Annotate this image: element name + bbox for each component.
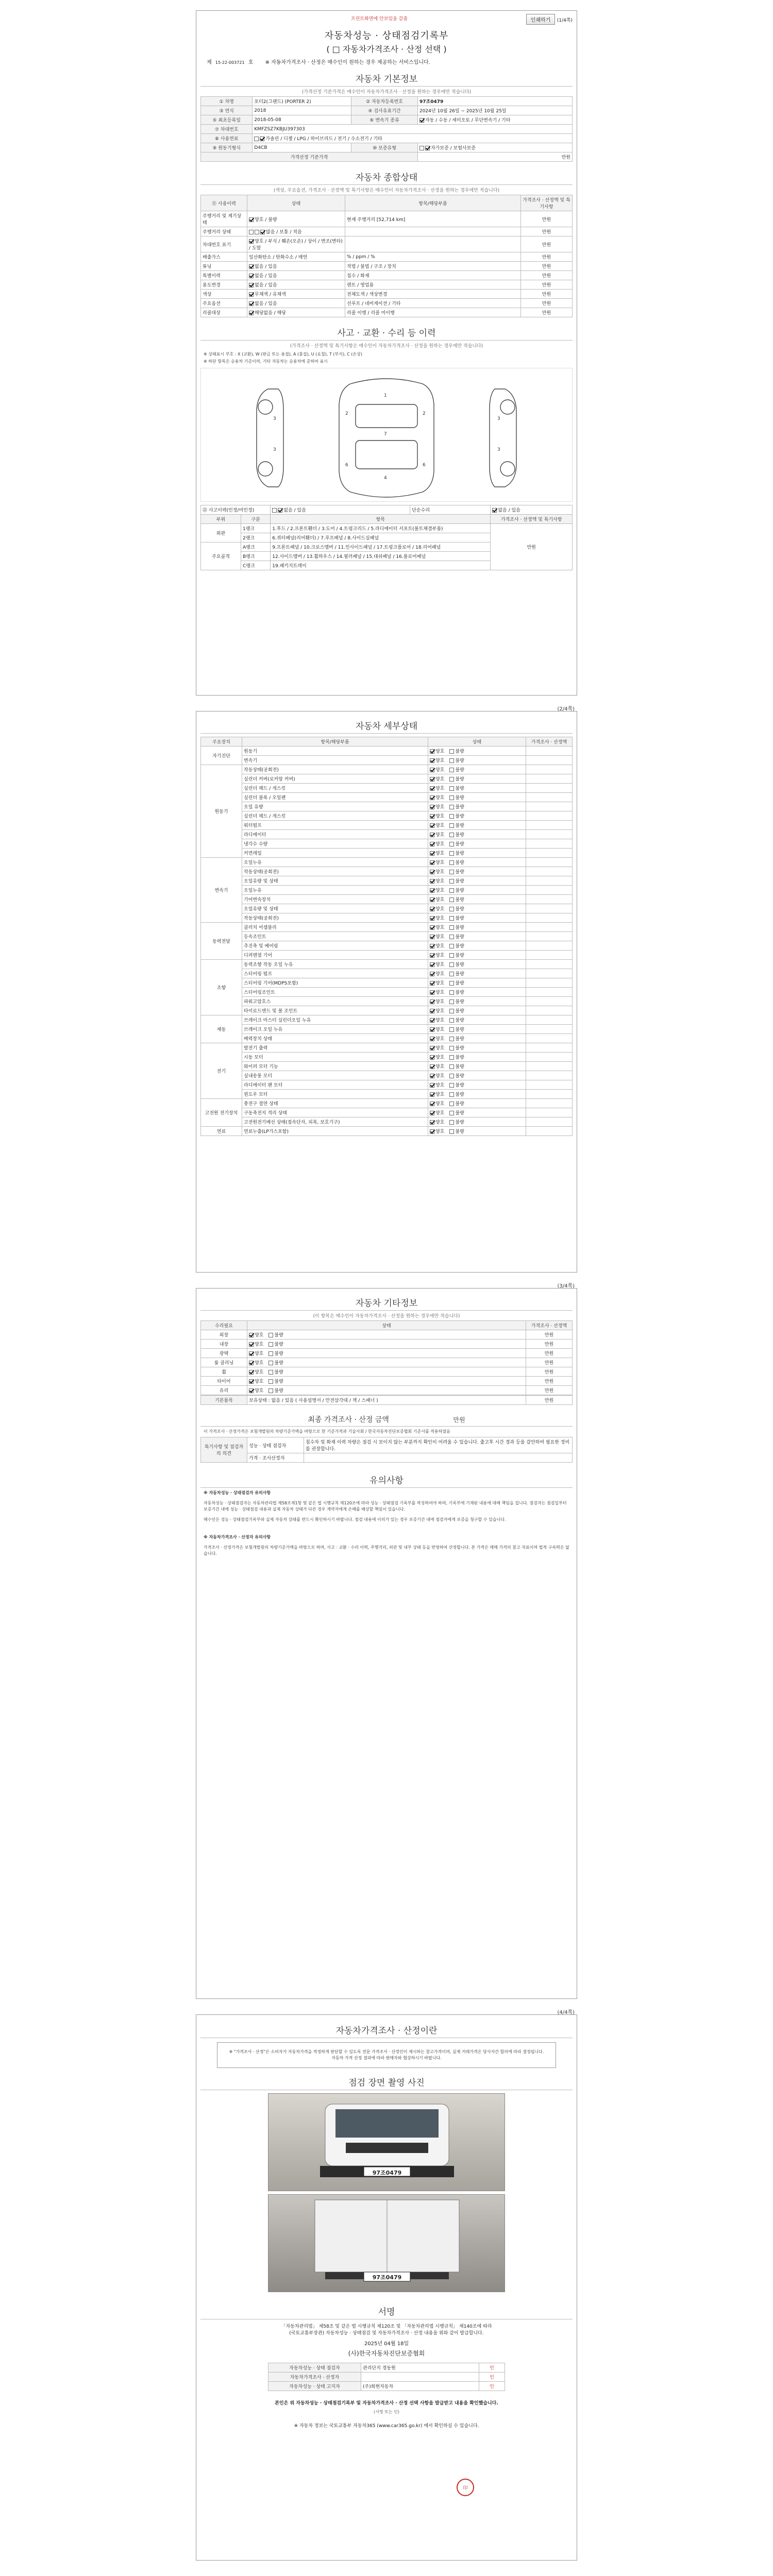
table-row: 실린더 블록 / 오일팬 양호 불량 <box>201 793 573 802</box>
car-outline-icon <box>201 368 573 501</box>
table-row: 주행거리 상태 많음 / 보통 / 적음 만원 <box>201 227 573 236</box>
checkbox-good <box>430 1037 434 1041</box>
table-row: 실린더 헤드 / 개스킷 양호 불량 <box>201 784 573 793</box>
table-row: 원동기 작동상태(공회전) 양호 불량 <box>201 765 573 774</box>
page-4 <box>196 2010 577 2561</box>
table-row: ⑨ 원동기형식 D4CB ⑩ 보증유형 자가보증 / 보험사보증 <box>201 143 573 152</box>
table-row: 전기 발전기 출력 양호 불량 <box>201 1043 573 1053</box>
page-label: (3/4쪽) <box>557 1283 575 1289</box>
svg-text:2: 2 <box>345 411 348 416</box>
table-row: 오일유량 및 상태 양호 불량 <box>201 876 573 886</box>
table-row: 연료 연료누출(LP가스포함) 양호 불량 <box>201 1127 573 1136</box>
checkbox-good <box>430 1027 434 1032</box>
caution-title: 유의사항 <box>200 1470 573 1488</box>
checkbox-good <box>430 935 434 939</box>
table-row: 윈도우 모터 양호 불량 <box>201 1090 573 1099</box>
checkbox-good <box>430 758 434 763</box>
sign-org: (사)한국자동차진단보증협회 <box>348 2350 425 2357</box>
checkbox-good <box>430 860 434 865</box>
etc-title: 자동차 기타정보 <box>200 1293 573 1311</box>
table-row: 특별이력 없음 / 있음 침수 / 화재 만원 <box>201 271 573 280</box>
status-title: 자동차 종합상태 <box>200 167 573 185</box>
table-row: 커먼레일 양호 불량 <box>201 849 573 858</box>
table-row: 브레이크 오일 누유 양호 불량 <box>201 1025 573 1034</box>
table-row: C랭크 19.패키지트레이 <box>201 561 573 570</box>
page-label: (1/4쪽) <box>557 18 573 23</box>
table-row: 2랭크 6.쿼터패널(리어휀더) / 7.루프패널 / 8.사이드실패널 <box>201 533 573 543</box>
price-info-box: ※ "가격조사 · 산정"은 소비자가 자동차가격을 적정하게 판단할 수 있도록 전문 가격조사 · 산정인이 제시하는 참고가격이며, 실제 거래가격은 당사자간 합의에 따라 결정됩니다. 자동차 가격 산정 결과에 따라 판매자와 협상하시기 바랍니다. <box>217 2042 556 2068</box>
etc-table: 수리필요 상태 가격조사 · 산정액 외장 양호 불량 만원 내장 양호 불량 만원 광택 양호 불량 만원 룸 클리닝 양호 불량 만원 휠 양호 불량 만원 타이어 양호 불량 만원 유리 양호 불량 만원 <box>200 1320 573 1395</box>
table-row: 가격산정 기준가격 만원 <box>201 152 573 162</box>
checkbox-good <box>430 990 434 995</box>
svg-text:1: 1 <box>384 393 387 398</box>
checkbox-good <box>430 805 434 809</box>
checkbox-good <box>430 1055 434 1060</box>
table-row: 기어변속장치 양호 불량 <box>201 895 573 904</box>
svg-text:6: 6 <box>345 463 348 468</box>
page-1 <box>196 10 577 696</box>
table-row: 오일유량 및 상태 양호 불량 <box>201 904 573 913</box>
final-price-note: 이 가격조사 · 산정가격은 보험개발원의 차량기준가액을 바탕으로 한 기준가격과 기술사회 / 한국자동차진단보증협회 기준서를 적용하였음 <box>204 1429 450 1434</box>
table-row: 동력전달 클러치 어셈블리 양호 불량 <box>201 923 573 932</box>
page-2 <box>196 706 577 1273</box>
table-row: 워터펌프 양호 불량 <box>201 821 573 830</box>
accident-sub: (가격조사 · 산정액 및 특기사항은 매수인이 자동차가격조사 · 산정을 원하는 경우에만 적습니다) <box>290 344 483 349</box>
final-price-unit: 만원 <box>453 1416 465 1423</box>
checkbox-good <box>430 814 434 819</box>
svg-text:7: 7 <box>384 432 387 437</box>
table-row: ③ 연식 2018 ④ 검사유효기간 2024년 10월 26일 ~ 2025년 10월 25일 <box>201 106 573 115</box>
table-row: 고전원전기배선 상태(접속단자, 피복, 보호기구) 양호 불량 <box>201 1117 573 1127</box>
checkbox-good <box>430 1018 434 1023</box>
print-button[interactable]: 인쇄하기 <box>526 14 556 25</box>
table-row: 파워고압호스 양호 불량 <box>201 997 573 1006</box>
table-row: 실린더 헤드 / 개스킷 양호 불량 <box>201 811 573 821</box>
table-row: 조향 동력조향 작동 오일 누유 양호 불량 <box>201 960 573 969</box>
table-row: 내장 양호 불량 만원 <box>201 1340 573 1349</box>
table-row: 자동차성능 · 상태 점검자 관리단지 경동원 인 <box>268 2363 505 2372</box>
table-row: 외판 1랭크 1.후드 / 2.프론트휀더 / 3.도어 / 4.트렁크리드 / 5.라디에이터 서포트(볼트체결부품) 만원 <box>201 524 573 533</box>
table-row: 휠 양호 불량 만원 <box>201 1367 573 1377</box>
table-row: 등속조인트 양호 불량 <box>201 932 573 941</box>
checkbox-good <box>430 842 434 846</box>
table-row: 자동차성능 · 상태 고지자 (주)회현자동차 인 <box>268 2382 505 2391</box>
status-sub: (색상, 주요옵션, 가격조사 · 산정액 및 특기사항은 매수인이 자동차가격조사 · 산정을 원하는 경우에만 적습니다) <box>273 188 500 193</box>
accident-legend: ※ 상태표시 부호 : X (교환), W (판금 또는 용접), A (흠집), U (요철), T (부식), C (손상) <box>204 352 363 357</box>
table-row: 주요골격 A랭크 9.프론트패널 / 10.크로스멤버 / 11.인사이드패널 / 17.트렁크플로어 / 18.리어패널 <box>201 543 573 552</box>
checkbox-good <box>430 925 434 930</box>
checkbox-good <box>430 916 434 921</box>
table-row: 스티어링 기어(MDPS포함) 양호 불량 <box>201 978 573 988</box>
checkbox-good <box>430 851 434 856</box>
front-plate: 97조0479 <box>372 2170 402 2176</box>
checkbox-good <box>430 833 434 837</box>
rear-plate: 97조0479 <box>372 2274 402 2281</box>
table-row: 자동차가격조사 · 산정자 인 <box>268 2372 505 2382</box>
checkbox-good <box>430 1064 434 1069</box>
table-row: 작동상태(공회전) 양호 불량 <box>201 913 573 923</box>
checkbox-good <box>430 1129 434 1134</box>
table-row: 라디에이터 팬 모터 양호 불량 <box>201 1080 573 1090</box>
basic-info-sub: (가격산정 기준가격은 매수인이 자동차가격조사 · 산정을 원하는 경우에만 적습니다) <box>301 90 472 95</box>
checkbox-good <box>430 999 434 1004</box>
checkbox-good <box>430 870 434 874</box>
print-notice: 프린트화면에 안보임을 감춤 <box>351 16 408 22</box>
checkbox-good <box>430 1009 434 1013</box>
sign-title: 서명 <box>200 2301 573 2319</box>
table-row: ⑧ 사용연료 가솔린 / 디젤 / LPG / 하이브리드 / 전기 / 수소전기 / 기타 <box>201 134 573 143</box>
basic-info-table <box>200 96 573 162</box>
checkbox-auto <box>419 118 424 123</box>
toolbar <box>524 14 573 25</box>
detail-table: 주요장치 항목/해당부품 상태 가격조사 · 산정액 자기진단 원동기 양호 불량 변속기 양호 불량 원동기 작동상태(공회전) 양호 불량 실린더 커버(로커암 커버) 양호 불량 실린더 헤드 / 개스킷 양호 불량 실린더 블록 / 오일팬 양호 불량 오일 유량 양호 불량 실린더 헤드 / 개스킷 양호 불량 워터펌프 양호 불량 라디에이터 양호 불량 냉각수 수량 양호 불량 커먼레일 양호 불량 변속기 오일누유 양호 불량 작동상태(공회전) 양호 불량 오일유량 및 상태 양호 불량 오일누유 양호 불량 기어변속장치 양호 불량 오일유량 및 상태 양호 불량 작동상태(공회전) 양호 불량 동력전달 클러치 어셈블리 양호 불량 등속조인트 양호 불량 추진축 및 베어링 양호 불량 디퍼렌셜 기어 양호 불량 조향 동력조향 작동 오일 누유 양호 불량 스티어링 펌프 양호 불량 스티어링 기어(MDPS포함) 양호 불량 스티어링조인트 양호 불량 파워고압호스 양호 불량 타이로드엔드 및 볼 조인트 양호 불량 제동 브레이크 마스터 실린더오일 누유 양호 불량 브레이크 오일 누유 양호 불량 배력장치 상태 양호 불량 전기 발전기 출력 양호 불량 시동 모터 양호 불량 와이퍼 모터 기능 양호 불량 실내송풍 모터 양호 불량 라디에이터 팬 모터 양호 불량 윈도우 모터 양호 불량 고전원 전기장치 충전구 절연 상태 양호 불량 구동축전지 격리 상태 양호 불량 고전원전기배선 상태(접속단자, 피복, 보호기구) 양호 불량 연료 연료누출(LP가스포함) 양호 불량 <box>200 737 573 1136</box>
checkbox-good <box>430 962 434 967</box>
table-row: ⑦ 차대번호 KMFZSZ7KBJU397303 <box>201 125 573 134</box>
sign-table <box>268 2363 505 2391</box>
service-warning: ※ 자동차가격조사 · 산정은 매수인이 원하는 경우 제공하는 서비스입니다. <box>265 60 430 65</box>
front-photo <box>268 2093 505 2191</box>
checkbox-good <box>430 1120 434 1125</box>
checkbox-good <box>430 1083 434 1088</box>
table-row: 라디에이터 양호 불량 <box>201 830 573 839</box>
checkbox-good <box>430 777 434 782</box>
document-title: 자동차성능 · 상태점검기록부 <box>324 30 449 41</box>
table-row: 변속기 양호 불량 <box>201 756 573 765</box>
receiver-sign: (서명 또는 인) <box>374 2410 399 2414</box>
document-subtitle: ( □ 자동차가격조사 · 산정 선택 ) <box>326 44 447 54</box>
table-row: 리콜대상 해당없음 / 해당 리콜 이행 / 리콜 미이행 만원 <box>201 308 573 317</box>
table-row: 시동 모터 양호 불량 <box>201 1053 573 1062</box>
table-row: 외장 양호 불량 만원 <box>201 1330 573 1340</box>
page-label: (2/4쪽) <box>557 706 575 712</box>
table-row: 고전원 전기장치 충전구 절연 상태 양호 불량 <box>201 1099 573 1108</box>
checkbox-good <box>430 1046 434 1050</box>
table-row: 룸 클리닝 양호 불량 만원 <box>201 1358 573 1367</box>
price-info-title: 자동차가격조사 · 산정이란 <box>200 2020 573 2038</box>
table-row: ① 차명 포터2(그랜드) (PORTER 2) ② 자동차등록번호 97조0479 <box>201 97 573 106</box>
checkbox-good <box>430 897 434 902</box>
checkbox-good <box>430 944 434 948</box>
svg-text:3: 3 <box>273 447 276 452</box>
page-3 <box>196 1283 577 1999</box>
table-row: 와이퍼 모터 기능 양호 불량 <box>201 1062 573 1071</box>
table-row: 용도변경 없음 / 있음 렌트 / 영업용 만원 <box>201 280 573 290</box>
caution-3: 매수인은 성능 · 상태점검기록부와 실제 자동차 상태를 반드시 확인하시기 바랍니다. 점검 내용에 이의가 있는 경우 보증기간 내에 점검자에게 보증을 청구할 수 있습니다. <box>204 1517 506 1522</box>
table-row: 차대번호 표기 양호 / 부식 / 훼손(오손) / 상이 / 변조(변타) / 도말 만원 <box>201 236 573 252</box>
detail-title: 자동차 세부상태 <box>200 716 573 734</box>
table-row: 작동상태(공회전) 양호 불량 <box>201 867 573 876</box>
table-row: 타이로드엔드 및 볼 조인트 양호 불량 <box>201 1006 573 1015</box>
svg-text:6: 6 <box>423 463 426 468</box>
checkbox-good <box>430 786 434 791</box>
checkbox-good <box>430 953 434 958</box>
table-row: 구동축전지 격리 상태 양호 불량 <box>201 1108 573 1117</box>
checkbox-good <box>430 888 434 893</box>
checkbox-good <box>430 768 434 772</box>
checkbox-good <box>430 879 434 884</box>
table-row: B랭크 12.사이드멤버 / 13.휠하우스 / 14.필러패널 / 15.대쉬패널 / 16.플로어패널 <box>201 552 573 561</box>
checkbox-good <box>430 1111 434 1115</box>
checkbox-good <box>430 1074 434 1078</box>
final-price-title: 최종 가격조사 · 산정 금액 만원 <box>200 1411 573 1427</box>
table-row: 추진축 및 베어링 양호 불량 <box>201 941 573 951</box>
table-row: ⑤ 최초등록일 2018-05-08 ⑥ 변속기 종류 자동 / 수동 / 세미오토 / 무단변속기 / 기타 <box>201 115 573 125</box>
svg-text:3: 3 <box>497 447 500 452</box>
table-row: 배력장치 상태 양호 불량 <box>201 1034 573 1043</box>
official-seal: 印 <box>457 2479 474 2496</box>
checkbox-diesel <box>260 137 264 141</box>
table-row: 주행거리 및 계기상태 양호 / 불량 현재 주행거리 [52,714 km] 만원 <box>201 211 573 227</box>
accident-table: ⑫ 사고이력(인정/미인정) 없음 / 있음 단순수리 없음 / 있음 부위 구분 항목 가격조사 · 산정액 및 특기사항 외판 1랭크 1.후드 / 2.프론트휀더 / 3.도어 / 4.트렁크리드 / 5.라디에이터 서포트(볼트체결부품) 만원 2랭크 6.쿼터패널(리어휀더) / 7.루프패널 / 8.사이드실패널 주요골격 A랭크 9.프론트패널 / 10.크로스멤버 / 11.인사이드패널 / 17.트렁크플로어 / 18.리어패널 B랭크 12.사이드멤버 / 13.휠하우스 / 14.필러패널 / 15.대쉬패널 / 16.플로어패널 C랭크 19.패키지트레이 <box>200 505 573 570</box>
accident-title: 사고 · 교환 · 수리 등 이력 <box>200 323 573 341</box>
etc-sub: (이 항목은 매수인이 자동차가격조사 · 산정을 원하는 경우에만 적습니다) <box>313 1314 460 1319</box>
accident-legend-2: ※ 하단 항목은 승용차 기준이며, 기타 자동차는 승용차에 준하여 표시 <box>204 359 328 364</box>
sign-statement: 「자동차관리법」 제58조 및 같은 법 시행규칙 제120조 및 「자동차관리법 시행규칙」 제140조에 따라 (국토교통부장관) 자동차성능 · 상태점검 및 자동차가격조사 · 산정 내용을 위와 같이 발급합니다. <box>281 2324 492 2336</box>
caution-2: 가격조사 · 산정가격은 보험개발원의 차량기준가액을 바탕으로 하며, 사고 · 교환 · 수리 이력, 주행거리, 외관 및 내부 상태 등을 반영하여 산정합니다. 본 가격은 매매 가격의 참고 자료이며 법적 구속력은 없습니다. <box>204 1545 569 1556</box>
checkbox-good <box>430 907 434 911</box>
etc-basic-table: 기본품목 보유상태 : 없음 / 있음 ( 사용설명서 / 안전삼각대 / 잭 / 스패너 ) 만원 <box>200 1395 573 1405</box>
svg-text:3: 3 <box>497 416 500 421</box>
caution-1: 자동차성능 · 상태점검자는 자동차관리법 제58조제1항 및 같은 법 시행규칙 제120조에 따라 성능 · 상태점검 기록부를 작성하여야 하며, 기록부에 기재된 내용에 대해 책임을 집니다. 점검자는 점검일부터 보증기간 내에 성능 · 상태점검 내용과 실제 자동차 상태가 다른 경우 계약자에게 손해를 배상할 책임이 있습니다. <box>204 1501 567 1512</box>
doc-number: 15-22-003721 <box>215 60 245 65</box>
svg-text:4: 4 <box>384 476 387 481</box>
checkbox-good <box>430 749 434 754</box>
table-row: 광택 양호 불량 만원 <box>201 1349 573 1358</box>
table-row: 스티어링 펌프 양호 불량 <box>201 969 573 978</box>
basic-info-title: 자동차 기본정보 <box>200 69 573 87</box>
bottom-note: ※ 자동차 정보는 국토교통부 자동차365 (www.car365.go.kr) 에서 확인하실 수 있습니다. <box>294 2424 479 2429</box>
status-table: ⑪ 사용이력 상태 항목/해당부품 가격조사 · 산정액 및 특기사항 주행거리 및 계기상태 양호 / 불량 현재 주행거리 [52,714 km] 만원 주행거리 상태 많음 / 보통 / 적음 만원 차대번호 표기 양호 / 부식 / 훼손(오손) / 상이 / 변조(변타) / 도말 만원 배출가스 일산화탄소 / 탄화수소 / 매연 % / ppm / % 만원 튜닝 없음 / 있음 적법 / 불법 / 구조 / 장치 만원 특별이력 없음 / 있음 침수 / 화재 만원 용도변경 없음 / 있음 렌트 / 영업용 만원 색상 무채색 / 유채색 전체도색 / 색상변경 만원 주요옵션 없음 / 있음 선루프 / 네비게이션 / 기타 만원 리콜대상 해당없음 / 해당 리콜 이행 / 리콜 미이행 만원 <box>200 195 573 317</box>
table-row: 주요옵션 없음 / 있음 선루프 / 네비게이션 / 기타 만원 <box>201 299 573 308</box>
table-row: 오일누유 양호 불량 <box>201 886 573 895</box>
sign-footer: 본인은 위 자동차성능 · 상태점검기록부 및 자동차가격조사 · 산정 선택 사항을 발급받고 내용을 확인했습니다. <box>275 2401 498 2406</box>
rear-photo <box>268 2194 505 2292</box>
caution-1-title: ※ 자동차성능 · 상태점검자 유의사항 <box>204 1490 271 1495</box>
doc-number-row: 제 15-22-003721 호 ※ 자동차가격조사 · 산정은 매수인이 원하는 경우 제공하는 서비스입니다. <box>207 60 430 65</box>
page-label: (4/4쪽) <box>557 2010 575 2015</box>
table-row: 제동 브레이크 마스터 실린더오일 누유 양호 불량 <box>201 1015 573 1025</box>
table-row: 실내송풍 모터 양호 불량 <box>201 1071 573 1080</box>
checkbox-good <box>430 981 434 986</box>
certifier-table: 특기사항 및 점검자의 의견 성능 · 상태 점검자 침수차 및 화재 이력 차량은 점검 시 보이지 않는 부분까지 확인이 어려울 수 있습니다. 출고후 시간 경과 등을 감안하여 필요한 정비를 권장합니다. 가격 · 조사산정자 <box>200 1437 573 1463</box>
photos-title: 점검 장면 촬영 사진 <box>200 2072 573 2090</box>
table-row: 냉각수 수량 양호 불량 <box>201 839 573 849</box>
table-row: 색상 무채색 / 유채색 전체도색 / 색상변경 만원 <box>201 290 573 299</box>
svg-text:2: 2 <box>423 411 426 416</box>
table-row: 오일 유량 양호 불량 <box>201 802 573 811</box>
table-row: 실린더 커버(로커암 커버) 양호 불량 <box>201 774 573 784</box>
table-row: 유리 양호 불량 만원 <box>201 1386 573 1395</box>
table-row: 배출가스 일산화탄소 / 탄화수소 / 매연 % / ppm / % 만원 <box>201 252 573 262</box>
sign-date: 2025년 04월 18일 <box>364 2341 409 2347</box>
svg-text:3: 3 <box>273 416 276 421</box>
table-row: 튜닝 없음 / 있음 적법 / 불법 / 구조 / 장치 만원 <box>201 262 573 271</box>
caution-2-title: ※ 자동차가격조사 · 산정자 유의사항 <box>204 1535 271 1539</box>
car-diagram <box>200 368 573 502</box>
checkbox-good <box>430 823 434 828</box>
checkbox-good <box>430 972 434 976</box>
table-row: 타이어 양호 불량 만원 <box>201 1377 573 1386</box>
checkbox-good <box>430 1092 434 1097</box>
table-row: 스티어링조인트 양호 불량 <box>201 988 573 997</box>
table-row: 변속기 오일누유 양호 불량 <box>201 858 573 867</box>
checkbox-good <box>430 1101 434 1106</box>
table-row: 디퍼렌셜 기어 양호 불량 <box>201 951 573 960</box>
table-row: 자기진단 원동기 양호 불량 <box>201 747 573 756</box>
checkbox-good <box>430 795 434 800</box>
